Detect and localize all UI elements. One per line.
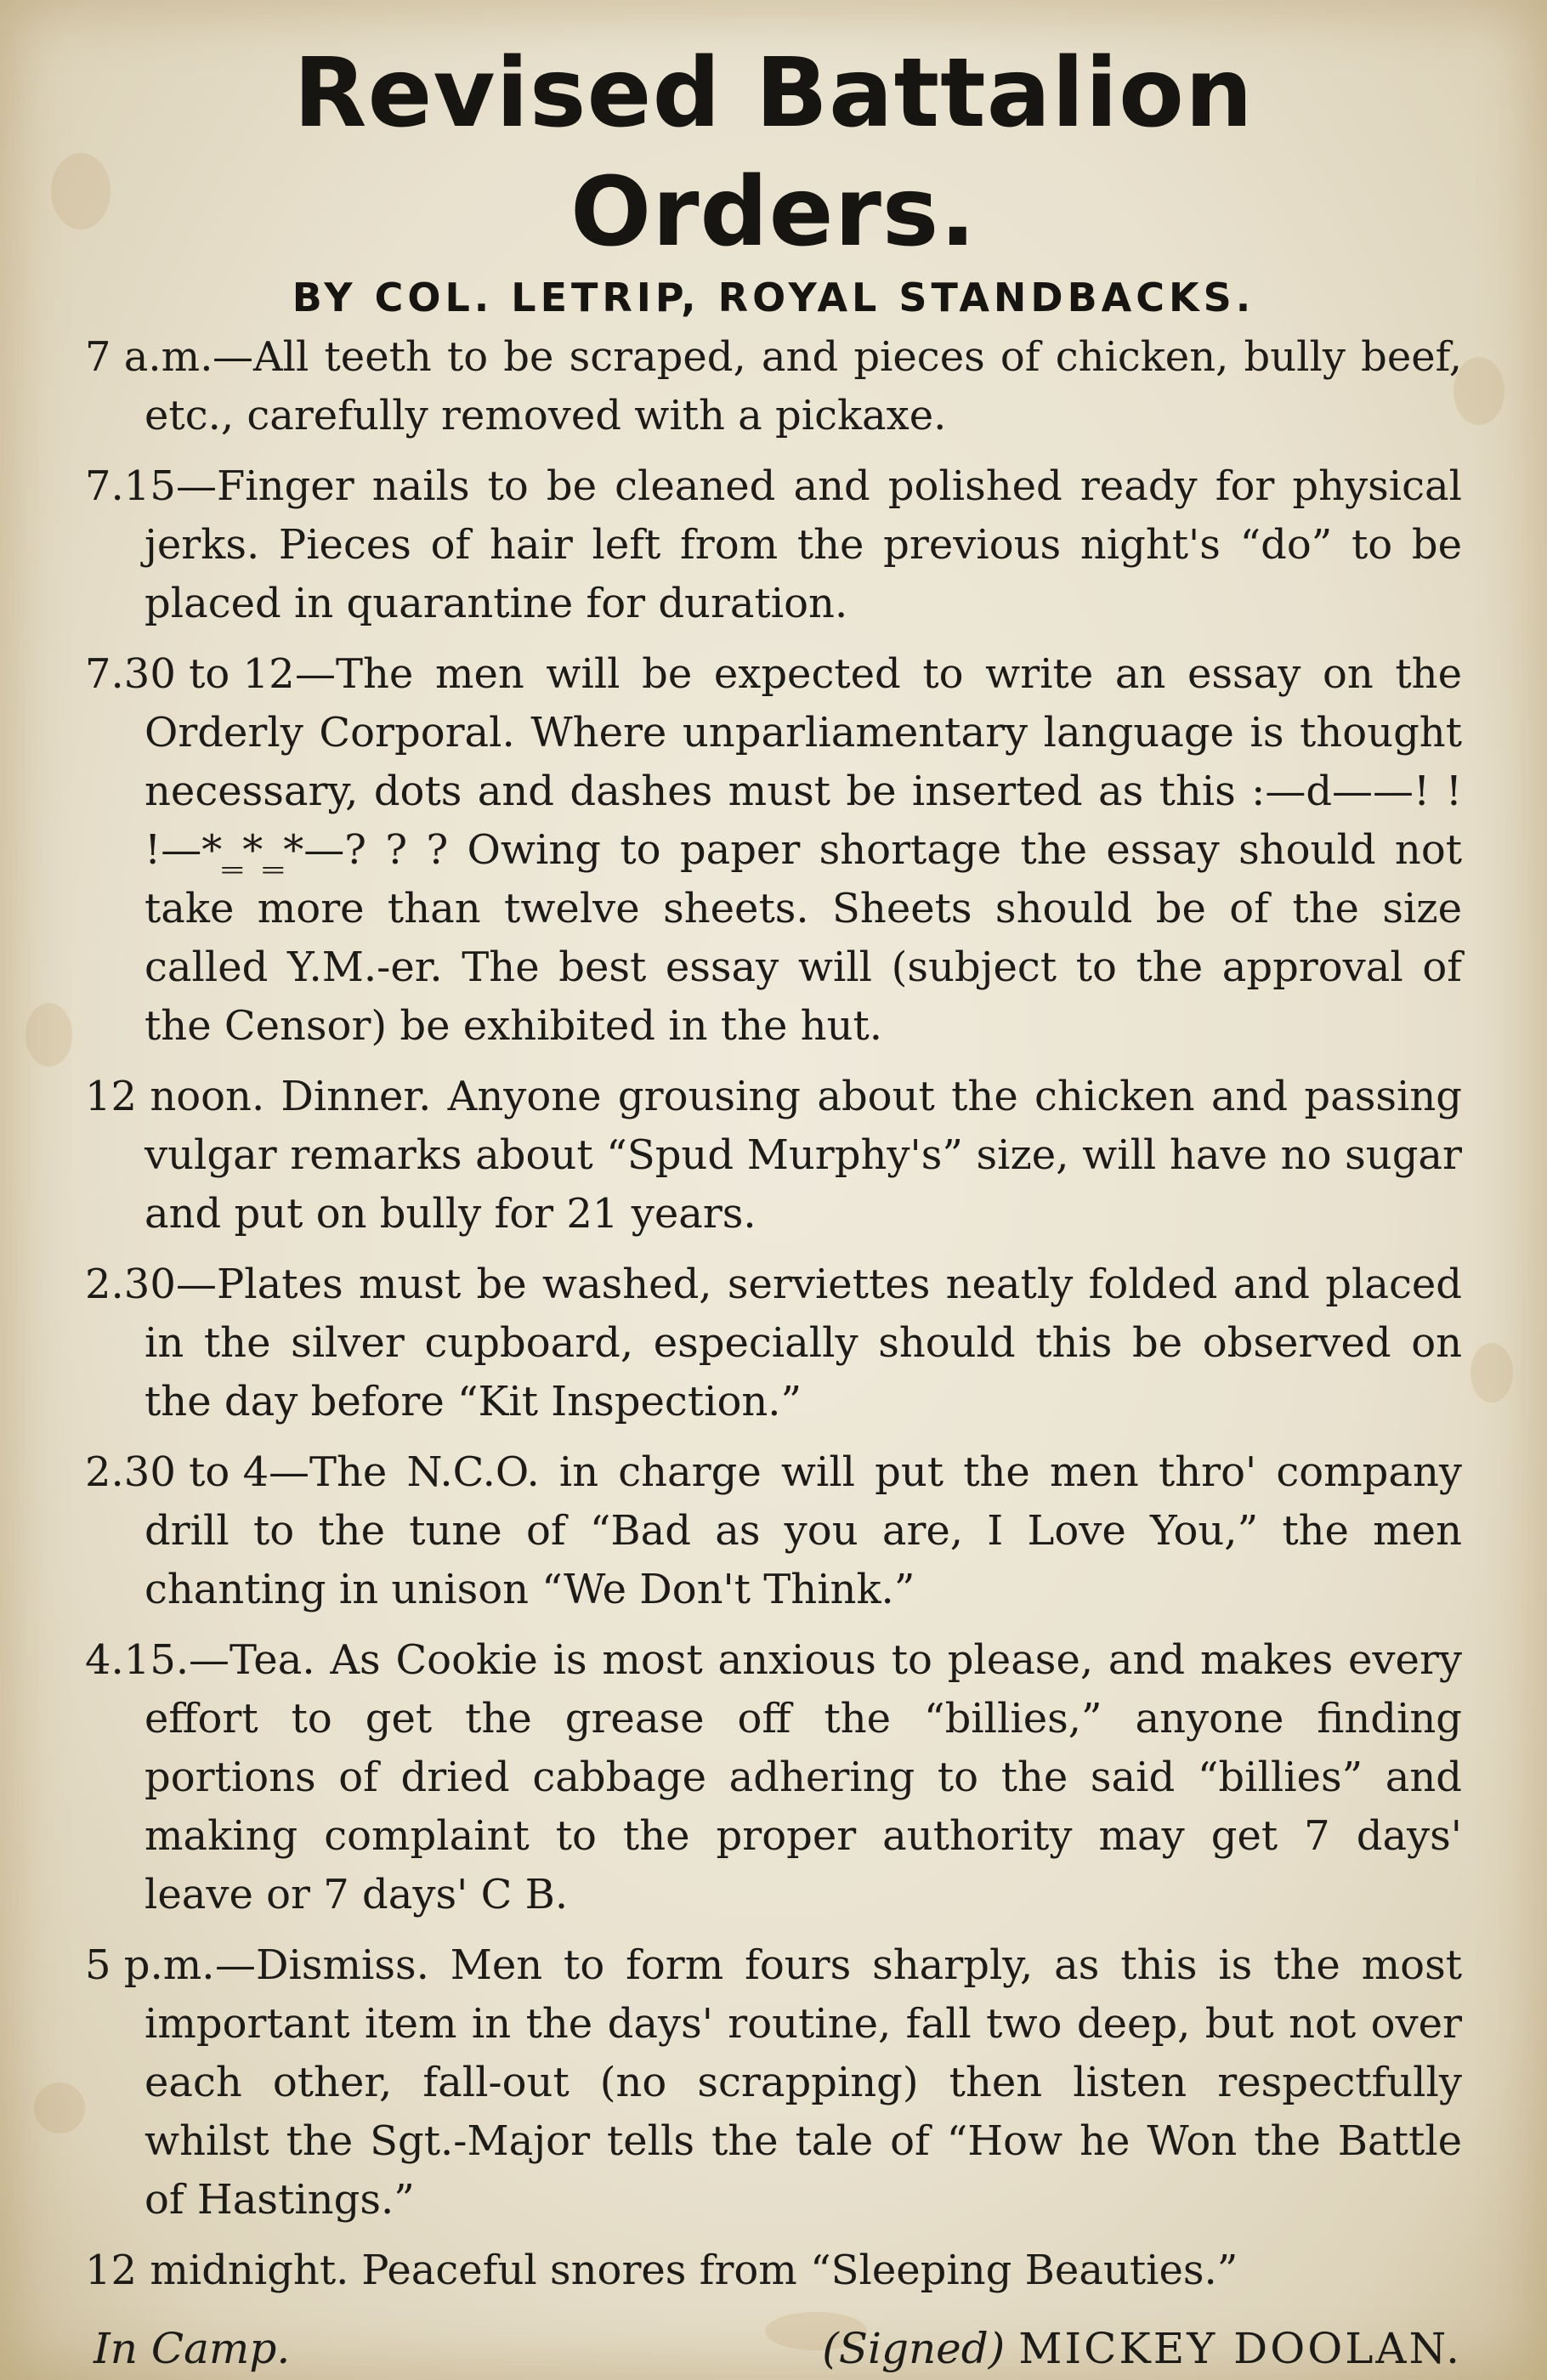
order-text: —Finger nails to be cleaned and polished ready for physical jerks. Pieces of hair left from the previous night's “do” to be placed in quarantine for duration. (144, 462, 1462, 627)
order-text: —Tea. As Cookie is most anxious to please, and makes every effort to get the grease off the “billies,” anyone finding portions of dried cabbage adhering to the said “billies” and making complaint to the proper authority may get 7 days' leave or 7 days' C B. (144, 1636, 1462, 1918)
order-entry (85, 457, 1462, 633)
order-time: 2.30 to 4 (85, 1448, 269, 1496)
order-entry (85, 1255, 1462, 1431)
order-text: —The men will be expected to write an essay on the Orderly Corporal. Where unparliamentary language is thought necessary, dots and dashes must be inserted as this :—d——! ! !—*‗*‗*—? ? ? Owing to paper shortage the essay should not take more than twelve sheets. Sheets should be of the size called Y.M.-er. The best essay will (subject to the approval of the Censor) be exhibited in the hut. (144, 650, 1462, 1050)
order-entry (85, 328, 1462, 445)
order-time: 5 p.m. (85, 1941, 215, 1989)
order-text: Peaceful snores from “Sleeping Beauties.” (348, 2247, 1238, 2294)
order-entry (85, 1936, 1462, 2230)
paper-foxing-spot (26, 1003, 72, 1067)
order-time: 7.15 (85, 462, 176, 510)
signed-label: (Signed) (822, 2324, 1006, 2373)
order-entry (85, 645, 1462, 1056)
signer-name: MICKEY DOOLAN. (1018, 2324, 1462, 2373)
order-time: 4.15. (85, 1636, 190, 1684)
order-time: 7.30 to 12 (85, 650, 295, 698)
order-entry (85, 2241, 1462, 2300)
order-time: 12 midnight. (85, 2247, 349, 2294)
order-entry (85, 1631, 1462, 1924)
order-text: —All teeth to be scraped, and pieces of chicken, bully beef, etc., carefully removed with a pickaxe. (144, 333, 1462, 439)
order-text: Dinner. Anyone grousing about the chicken and passing vulgar remarks about “Spud Murphy's” size, will have no sugar and put on bully for 21 years. (144, 1073, 1462, 1238)
order-text: —Dismiss. Men to form fours sharply, as this is the most important item in the days' routine, fall two deep, but not over each other, fall-out (no scrapping) then listen respectfully whilst the Sgt.-Major tells the tale of “How he Won the Battle of Hastings.” (144, 1941, 1462, 2224)
paper-foxing-spot (34, 2082, 85, 2134)
order-time: 7 a.m. (85, 333, 213, 381)
order-text: —The N.C.O. in charge will put the men thro' company drill to the tune of “Bad as you are, I Love You,” the men chanting in unison “We Don't Think.” (144, 1448, 1462, 1613)
order-time: 12 noon. (85, 1073, 265, 1120)
orders-text-block (85, 34, 1462, 2378)
signature-line (85, 2319, 1462, 2378)
order-text: —Plates must be washed, serviettes neatly folded and placed in the silver cupboard, especially should this be observed on the day before “Kit Inspection.” (144, 1261, 1462, 1425)
paper-foxing-spot (1470, 1343, 1513, 1402)
orders-list (85, 328, 1462, 2300)
order-entry (85, 1443, 1462, 1619)
order-time: 2.30 (85, 1261, 176, 1308)
document-title: Revised Battalion Orders. (293, 38, 1254, 268)
place-label: In Camp. (94, 2324, 291, 2373)
document-subtitle: BY COL. LETRIP, ROYAL STANDBACKS. (292, 275, 1255, 320)
order-entry (85, 1068, 1462, 1244)
signature-block (822, 2319, 1462, 2378)
